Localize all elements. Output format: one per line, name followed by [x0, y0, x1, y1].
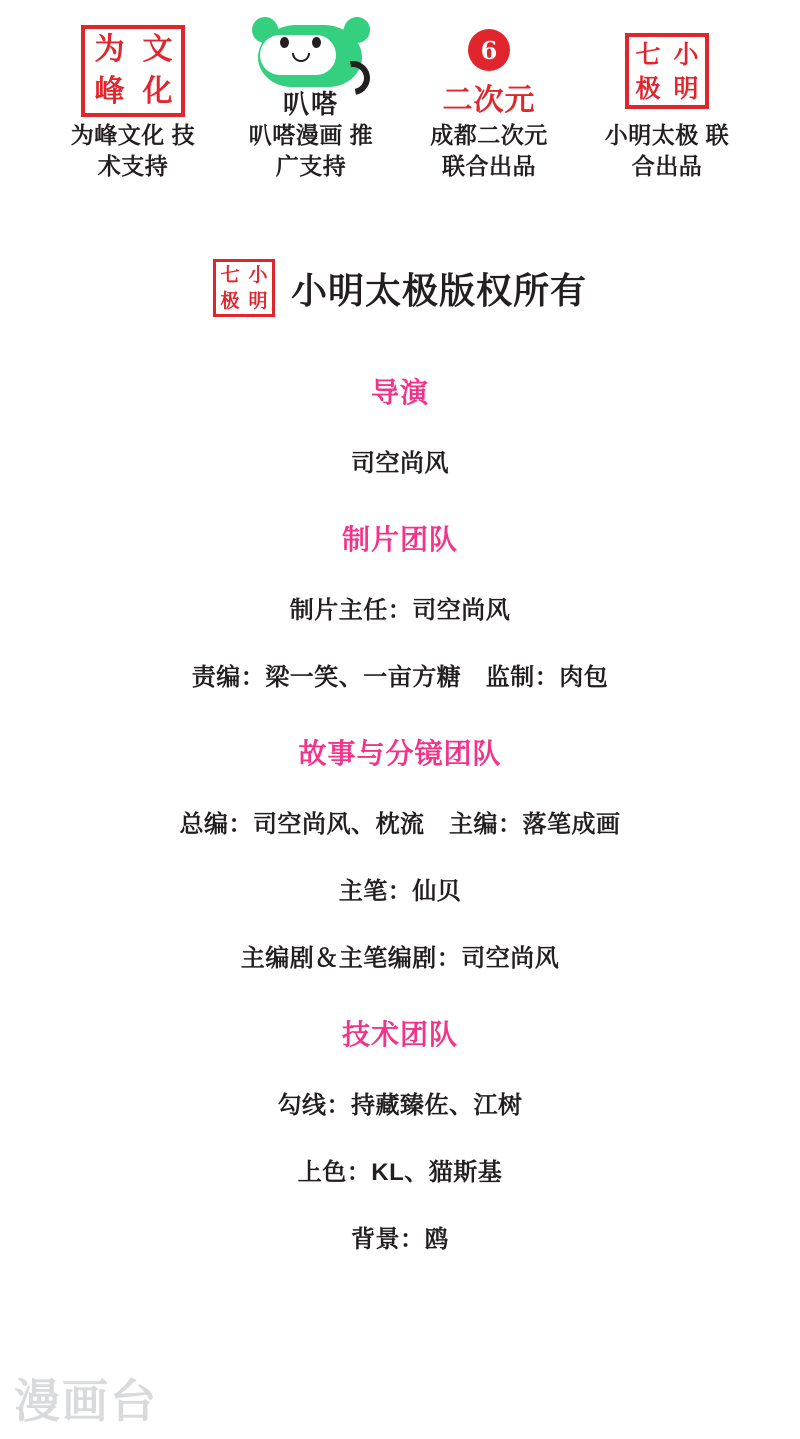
cat-eye-left-icon [280, 37, 289, 48]
sponsor-weifeng-culture [63, 22, 203, 181]
sponsor-xiaoming-taiji [597, 22, 737, 181]
credit-heading: 导演 [370, 377, 429, 409]
sponsor-chengdu-erciyuan [419, 22, 559, 181]
credit-section-director [0, 371, 800, 478]
credit-line: 制片主任：司空尚风 [289, 597, 511, 625]
seal-char: 极 [635, 73, 661, 103]
seal-char: 文 [142, 32, 172, 67]
sponsor-caption: 为峰文化 技术支持 [70, 122, 196, 179]
seal-char: 明 [673, 73, 699, 103]
credit-line: 责编：梁一笑、一亩方糖 监制：肉包 [191, 664, 609, 692]
seal-char: 峰 [94, 74, 124, 109]
credit-lines [0, 590, 800, 692]
seal-char: 极 [220, 289, 240, 312]
credit-line: 司空尚风 [351, 450, 449, 478]
credit-lines [0, 804, 800, 973]
bada-comics-cat-logo-icon [246, 22, 376, 120]
seal-char: 七 [635, 39, 661, 69]
credit-lines [0, 1085, 800, 1254]
erciyuan-logo-text: 二次元 [442, 84, 536, 117]
erciyuan-logo-icon [424, 22, 554, 120]
copyright-seal-icon [213, 259, 275, 317]
copyright-text: 小明太极版权所有 [290, 269, 587, 311]
xiaoming-taiji-seal-icon [625, 22, 709, 120]
weifeng-culture-seal-icon [81, 22, 185, 120]
site-watermark: 漫画台 [14, 1375, 158, 1427]
credit-section-technical [0, 1013, 800, 1254]
bada-logo-text: 叭嗒 [282, 90, 339, 120]
credit-section-story-storyboard [0, 732, 800, 973]
seal-char: 七 [220, 263, 240, 286]
credit-line: 背景：鸥 [351, 1226, 449, 1254]
credit-line: 主编剧＆主笔编剧：司空尚风 [240, 945, 560, 973]
sponsor-caption: 小明太极 联合出品 [604, 122, 730, 179]
credit-line: 上色：KL、猫斯基 [297, 1159, 503, 1187]
seal-char: 小 [248, 263, 268, 286]
seal-char: 小 [673, 39, 699, 69]
credit-heading: 技术团队 [341, 1019, 458, 1051]
credit-section-production [0, 518, 800, 692]
seal-char: 化 [142, 74, 172, 109]
credit-line: 主笔：仙贝 [338, 878, 462, 906]
sponsor-bada-comics [241, 22, 381, 181]
credit-heading: 故事与分镜团队 [298, 738, 502, 770]
credit-lines [0, 443, 800, 478]
erciyuan-badge: 6 [468, 29, 510, 71]
cat-eye-right-icon [312, 37, 321, 48]
sponsor-logo-row [0, 0, 800, 181]
credit-line: 勾线：持藏臻佐、江树 [277, 1092, 523, 1120]
sponsor-caption: 叭嗒漫画 推广支持 [248, 122, 374, 179]
credit-line: 总编：司空尚风、枕流 主编：落笔成画 [179, 811, 621, 839]
credits-list [0, 371, 800, 1254]
sponsor-caption: 成都二次元 联合出品 [430, 122, 548, 179]
copyright-line [0, 259, 800, 317]
seal-char: 明 [248, 289, 268, 312]
credit-heading: 制片团队 [341, 524, 458, 556]
seal-char: 为 [94, 32, 124, 67]
